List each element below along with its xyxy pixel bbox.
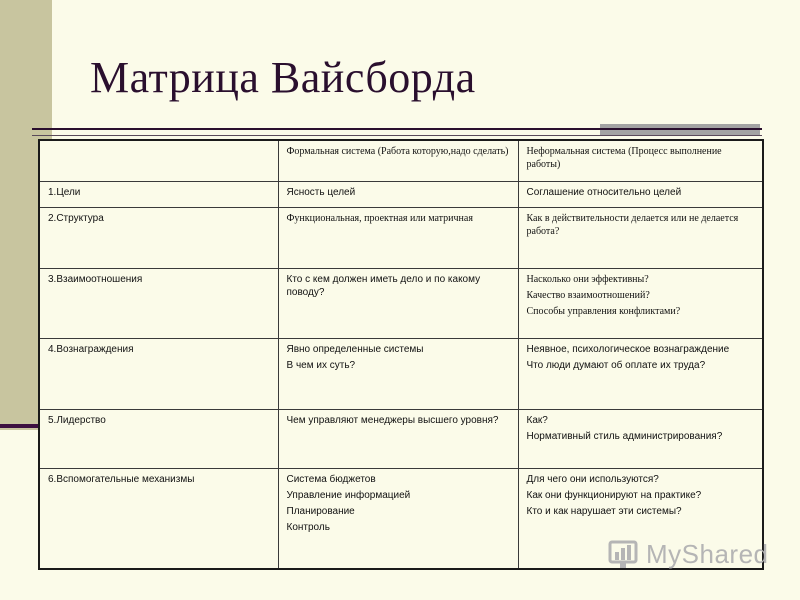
formal-cell bbox=[278, 181, 518, 207]
title-rule bbox=[32, 128, 762, 130]
row-label: 1.Цели bbox=[39, 181, 278, 207]
weisbord-matrix-table bbox=[38, 139, 764, 570]
header-formal-system: Формальная система (Работа которую,надо сделать) bbox=[278, 140, 518, 181]
cell-line: В чем их суть? bbox=[286, 359, 356, 371]
header-empty-cell bbox=[39, 140, 278, 181]
table-row bbox=[39, 207, 763, 268]
cell-line: Что люди думают об оплате их труда? bbox=[526, 359, 706, 371]
cell-line: Кто и как нарушает эти системы? bbox=[526, 505, 682, 517]
header-informal-system: Неформальная система (Процесс выполнение работы) bbox=[518, 140, 763, 181]
cell-line: Для чего они используются? bbox=[526, 473, 659, 485]
informal-cell bbox=[518, 181, 763, 207]
informal-cell bbox=[518, 207, 763, 268]
table-row bbox=[39, 268, 763, 338]
title-rule-thin bbox=[32, 135, 762, 136]
table-header-row bbox=[39, 140, 763, 181]
cell-line: Как? bbox=[526, 414, 548, 426]
cell-line: Как в действительности делается или не делается работа? bbox=[526, 212, 739, 237]
myshared-logo-icon bbox=[606, 538, 642, 570]
cell-line: Планирование bbox=[286, 505, 355, 517]
formal-cell bbox=[278, 338, 518, 409]
watermark-text: MyShared bbox=[646, 538, 769, 569]
cell-line: Управление информацией bbox=[286, 489, 411, 501]
table-row bbox=[39, 181, 763, 207]
cell-line: Функциональная, проектная или матричная bbox=[286, 212, 473, 224]
formal-cell bbox=[278, 268, 518, 338]
cell-line: Нормативный стиль администрирования? bbox=[526, 430, 723, 442]
cell-line: Соглашение относительно целей bbox=[526, 186, 682, 198]
cell-line: Насколько они эффективны? bbox=[526, 273, 649, 285]
cell-line: Неявное, психологическое вознаграждение bbox=[526, 343, 730, 355]
cell-line: Способы управления конфликтами? bbox=[526, 305, 681, 317]
slide-title: Матрица Вайсборда bbox=[90, 53, 476, 102]
cell-line: Чем управляют менеджеры высшего уровня? bbox=[286, 414, 499, 426]
myshared-watermark bbox=[606, 538, 769, 570]
informal-cell bbox=[518, 268, 763, 338]
table-row bbox=[39, 338, 763, 409]
row-label: 6.Вспомогательные механизмы bbox=[39, 468, 278, 569]
cell-line: Контроль bbox=[286, 521, 330, 533]
row-label: 2.Структура bbox=[39, 207, 278, 268]
row-label: 3.Взаимоотношения bbox=[39, 268, 278, 338]
cell-line: Кто с кем должен иметь дело и по какому поводу? bbox=[286, 273, 481, 298]
row-label: 5.Лидерство bbox=[39, 409, 278, 468]
formal-cell bbox=[278, 409, 518, 468]
cell-line: Явно определенные системы bbox=[286, 343, 424, 355]
formal-cell bbox=[278, 207, 518, 268]
table-row bbox=[39, 409, 763, 468]
cell-line: Как они функционируют на практике? bbox=[526, 489, 702, 501]
row-label: 4.Вознаграждения bbox=[39, 338, 278, 409]
cell-line: Качество взаимоотношений? bbox=[526, 289, 650, 301]
informal-cell bbox=[518, 409, 763, 468]
cell-line: Ясность целей bbox=[286, 186, 356, 198]
informal-cell bbox=[518, 338, 763, 409]
cell-line: Система бюджетов bbox=[286, 473, 376, 485]
formal-cell bbox=[278, 468, 518, 569]
